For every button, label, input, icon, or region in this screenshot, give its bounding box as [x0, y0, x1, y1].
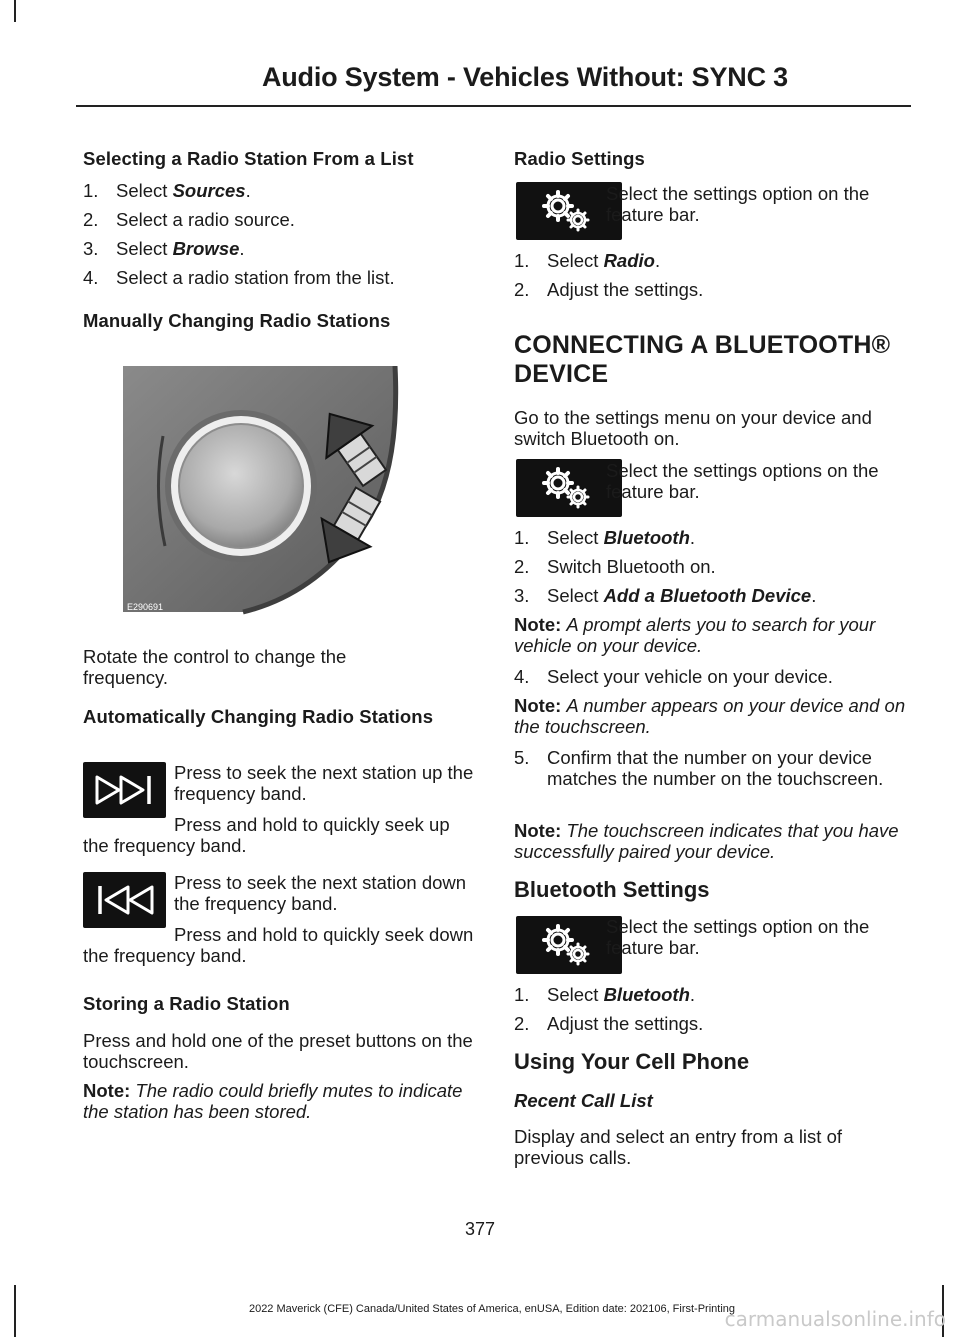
section-heading-auto: Automatically Changing Radio Stations: [83, 706, 434, 727]
section-heading-cell-phone: Using Your Cell Phone: [514, 1049, 750, 1074]
list-item: 1. Select Bluetooth.: [514, 527, 696, 548]
list-item: 1. Select Bluetooth.: [514, 984, 696, 1005]
list-steps: [83, 180, 478, 288]
seek-down-press-text: Press to seek the next station down the frequency band.: [174, 872, 467, 914]
note-3: Note: The touchscreen indicates that you have successfully paired your device.: [514, 820, 899, 862]
seek-up-press-text: Press to seek the next station up the frequency band.: [174, 762, 474, 804]
radio-settings-icon-text: Select the settings option on the feature bar.: [606, 183, 870, 225]
section-heading-connecting: CONNECTING A BLUETOOTH®: [514, 331, 891, 359]
radio-steps: [514, 250, 909, 300]
bt-steps: [514, 984, 909, 1034]
note-2: Note: A number appears on your device and on the touchscreen.: [514, 695, 906, 737]
note-1: Note: A prompt alerts you to search for your vehicle on your device.: [514, 614, 876, 656]
section-heading-storing: Storing a Radio Station: [83, 993, 290, 1014]
list-item: 1. Select Sources.: [83, 180, 251, 201]
storing-note: Note: The radio could briefly mutes to indicate the station has been stored.: [83, 1080, 463, 1122]
connect-intro: Go to the settings menu on your device and switch Bluetooth on.: [514, 407, 872, 449]
list-item: 3. Select Browse.: [83, 238, 245, 259]
crop-mark: [14, 0, 16, 22]
recent-text: Display and select an entry from a list of previous calls.: [514, 1126, 843, 1168]
bt-settings-icon-text: Select the settings option on the feature bar.: [606, 916, 870, 958]
list-item: 2. Select a radio source.: [83, 209, 295, 230]
rotary-control-illustration: [123, 366, 438, 620]
section-heading-bt-settings: Bluetooth Settings: [514, 877, 710, 902]
connect-icon-text: Select the settings options on the feature bar.: [606, 460, 879, 502]
list-item: 2. Adjust the settings.: [514, 1013, 704, 1034]
connect-steps: [514, 527, 909, 606]
rotate-text: Rotate the control to change the frequency.: [83, 646, 347, 688]
header-divider: [76, 105, 911, 107]
list-item: 5. Confirm that the number on your device matches the number on the touchscreen.: [514, 747, 884, 789]
image-code: E290691: [127, 602, 164, 612]
section-heading-connecting-2: DEVICE: [514, 360, 609, 388]
page-number: 377: [464, 1219, 496, 1239]
seek-down-icon: [83, 872, 166, 928]
storing-text: Press and hold one of the preset buttons on the touchscreen.: [83, 1030, 473, 1072]
watermark: carmanualsonline.info: [724, 1307, 946, 1331]
list-item: 4. Select your vehicle on your device.: [514, 666, 833, 687]
page-title: Audio System - Vehicles Without: SYNC 3: [261, 62, 788, 92]
list-item: 1. Select Radio.: [514, 250, 661, 271]
list-item: 2. Switch Bluetooth on.: [514, 556, 716, 577]
section-heading-list: Selecting a Radio Station From a List: [83, 148, 414, 169]
list-item: 3. Select Add a Bluetooth Device.: [514, 585, 817, 606]
list-item: 2. Adjust the settings.: [514, 279, 704, 300]
list-item: 4. Select a radio station from the list.: [83, 267, 395, 288]
seek-up-icon: [83, 762, 166, 818]
section-heading-radio-settings: Radio Settings: [514, 148, 645, 169]
rotary-control-graphic: [123, 366, 438, 620]
seek-down-hold-text: Press and hold to quickly seek down the frequency band.: [83, 924, 474, 966]
seek-up-hold-text: Press and hold to quickly seek up the frequency band.: [83, 814, 450, 856]
section-heading-manual: Manually Changing Radio Stations: [83, 310, 391, 331]
edition-line: 2022 Maverick (CFE) Canada/United States of America, enUSA, Edition date: 202106, First-Printing: [248, 1303, 736, 1315]
section-heading-recent-calls: Recent Call List: [514, 1090, 653, 1111]
